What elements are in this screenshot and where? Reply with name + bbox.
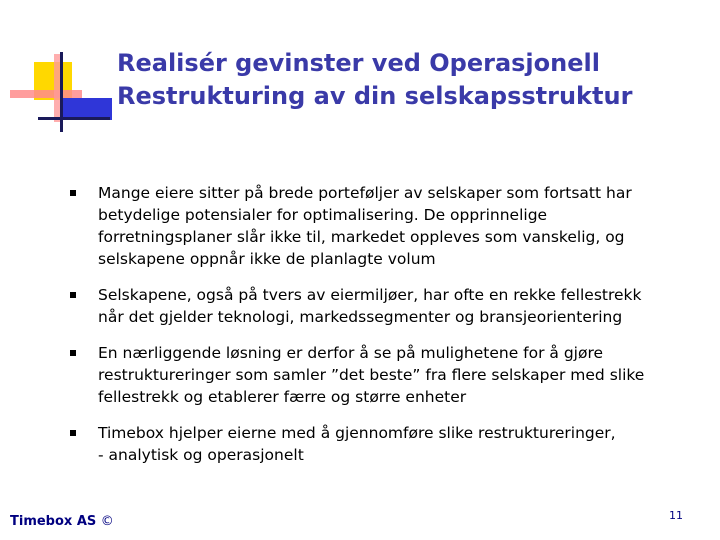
square-bullet-icon [70,292,76,298]
square-bullet-icon [70,430,76,436]
bullet-text: Mange eiere sitter på brede porteføljer av selskaper som fortsatt har betydelige potensialer for optimalisering. De opprinnelige forretningsplaner slår ikke til, markedet oppleves som vanskelig, og selskapene oppnår ikke de planlagte volum [98,184,632,268]
bullet-item [66,182,676,270]
bullet-list [66,182,676,480]
logo-horizontal-line [38,117,110,120]
footer-company: Timebox AS [10,514,97,529]
bullet-text: En nærliggende løsning er derfor å se på mulighetene for å gjøre restruktureringer som samler ”det beste” fra flere selskaper med slike fellestrekk og etablerer færre og større enheter [98,344,645,406]
copyright-symbol: © [100,514,114,529]
logo-vertical-line [60,52,63,132]
decorative-logo [0,0,120,140]
square-bullet-icon [70,350,76,356]
logo-red-bar-horizontal [10,90,82,98]
square-bullet-icon [70,190,76,196]
bullet-text: Selskapene, også på tvers av eiermiljøer, har ofte en rekke fellestrekk når det gjelder teknologi, markedssegmenter og bransjeorientering [98,286,642,326]
footer-copyright [10,514,114,529]
page-number: 11 [669,509,683,522]
bullet-text: Timebox hjelper eierne med å gjennomføre slike restruktureringer, - analytisk og operasjonelt [98,424,616,464]
bullet-item [66,342,676,408]
bullet-item [66,422,676,466]
slide-title: Realisér gevinster ved Operasjonell Restrukturing av din selskapsstruktur [117,49,633,110]
bullet-item [66,284,676,328]
